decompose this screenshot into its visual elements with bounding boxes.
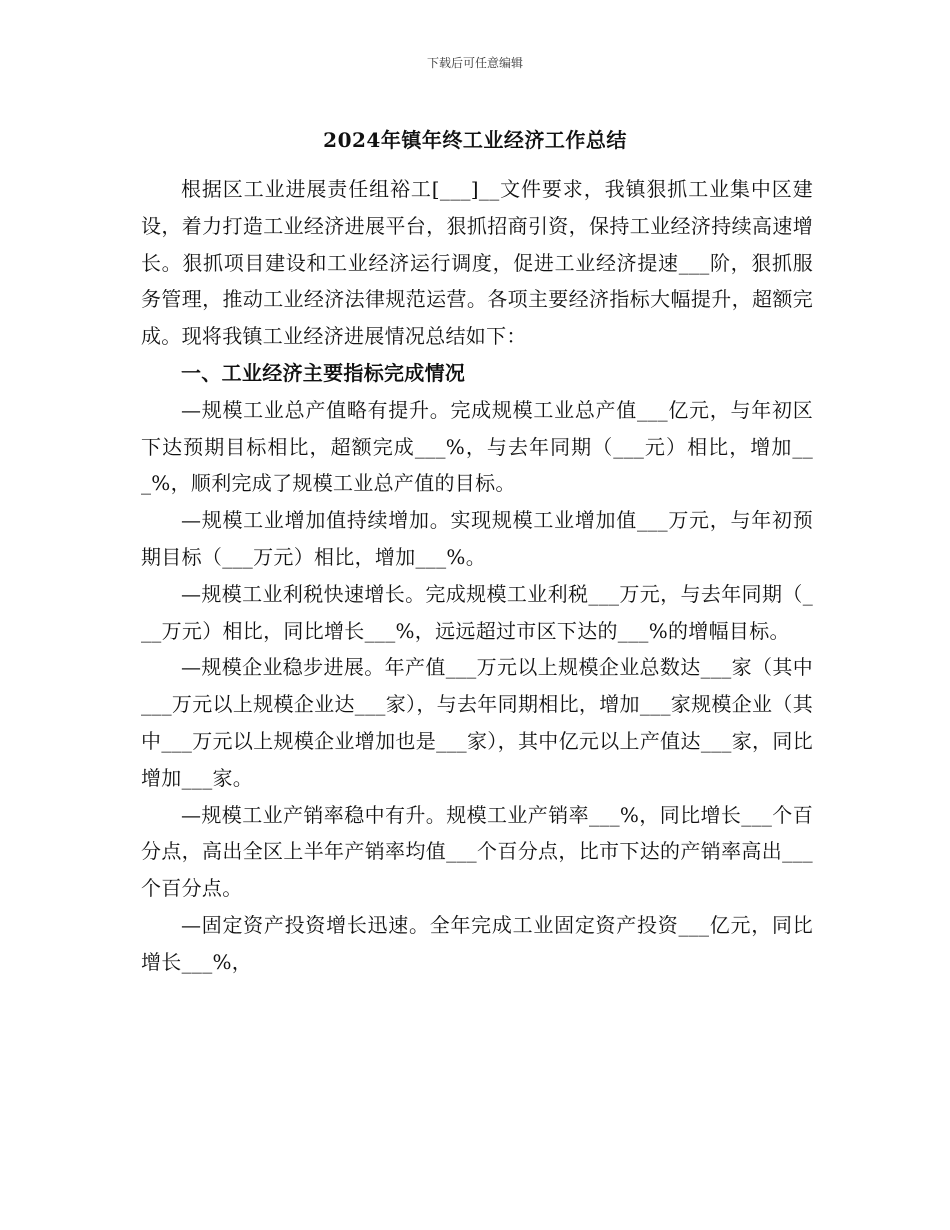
document-body — [141, 171, 813, 981]
paragraph-fixed-assets: —固定资产投资增长迅速。全年完成工业固定资产投资___亿元，同比增长___%， — [141, 912, 813, 974]
paragraph-sales-rate: —规模工业产销率稳中有升。规模工业产销率___%，同比增长___个百分点，高出全区上半年产销率均值___个百分点，比市下达的产销率高出___个百分点。 — [141, 802, 813, 901]
paragraph-added-value: —规模工业增加值持续增加。实现规模工业增加值___万元，与年初预期目标（___万元）相比，增加___%。 — [141, 508, 813, 569]
section-heading: 一、工业经济主要指标完成情况 — [181, 360, 466, 385]
document-title: 2024年镇年终工业经济工作总结 — [323, 128, 627, 152]
paragraph-profit-tax: —规模工业利税快速增长。完成规模工业利税___万元，与去年同期（___万元）相比，同比增长___%，远远超过市区下达的___%的增幅目标。 — [141, 581, 813, 643]
page-header: 下载后可任意编辑 — [426, 56, 523, 70]
intro-paragraph: 根据区工业进展责任组裕工[___]__文件要求，我镇狠抓工业集中区建设，着力打造工业经济进展平台，狠抓招商引资，保持工业经济持续高速增长。狠抓项目建设和工业经济运行调度，促进工业经济提速___阶，狠抓服务管理，推动工业经济法律规范运营。各项主要经济指标大幅提升，超额完成。现将我镇工业经济进展情况总结如下： — [141, 177, 813, 349]
paragraph-total-output: —规模工业总产值略有提升。完成规模工业总产值___亿元，与年初区下达预期目标相比，超额完成___%，与去年同期（___元）相比，增加___%，顺利完成了规模工业总产值的目标。 — [141, 397, 813, 496]
paragraph-enterprises: —规模企业稳步进展。年产值___万元以上规模企业总数达___家（其中___万元以上规模企业达___家），与去年同期相比，增加___家规模企业（其中___万元以上规模企业增加也是___家），其中亿元以上产值达___家，同比增加___家。 — [141, 655, 813, 790]
